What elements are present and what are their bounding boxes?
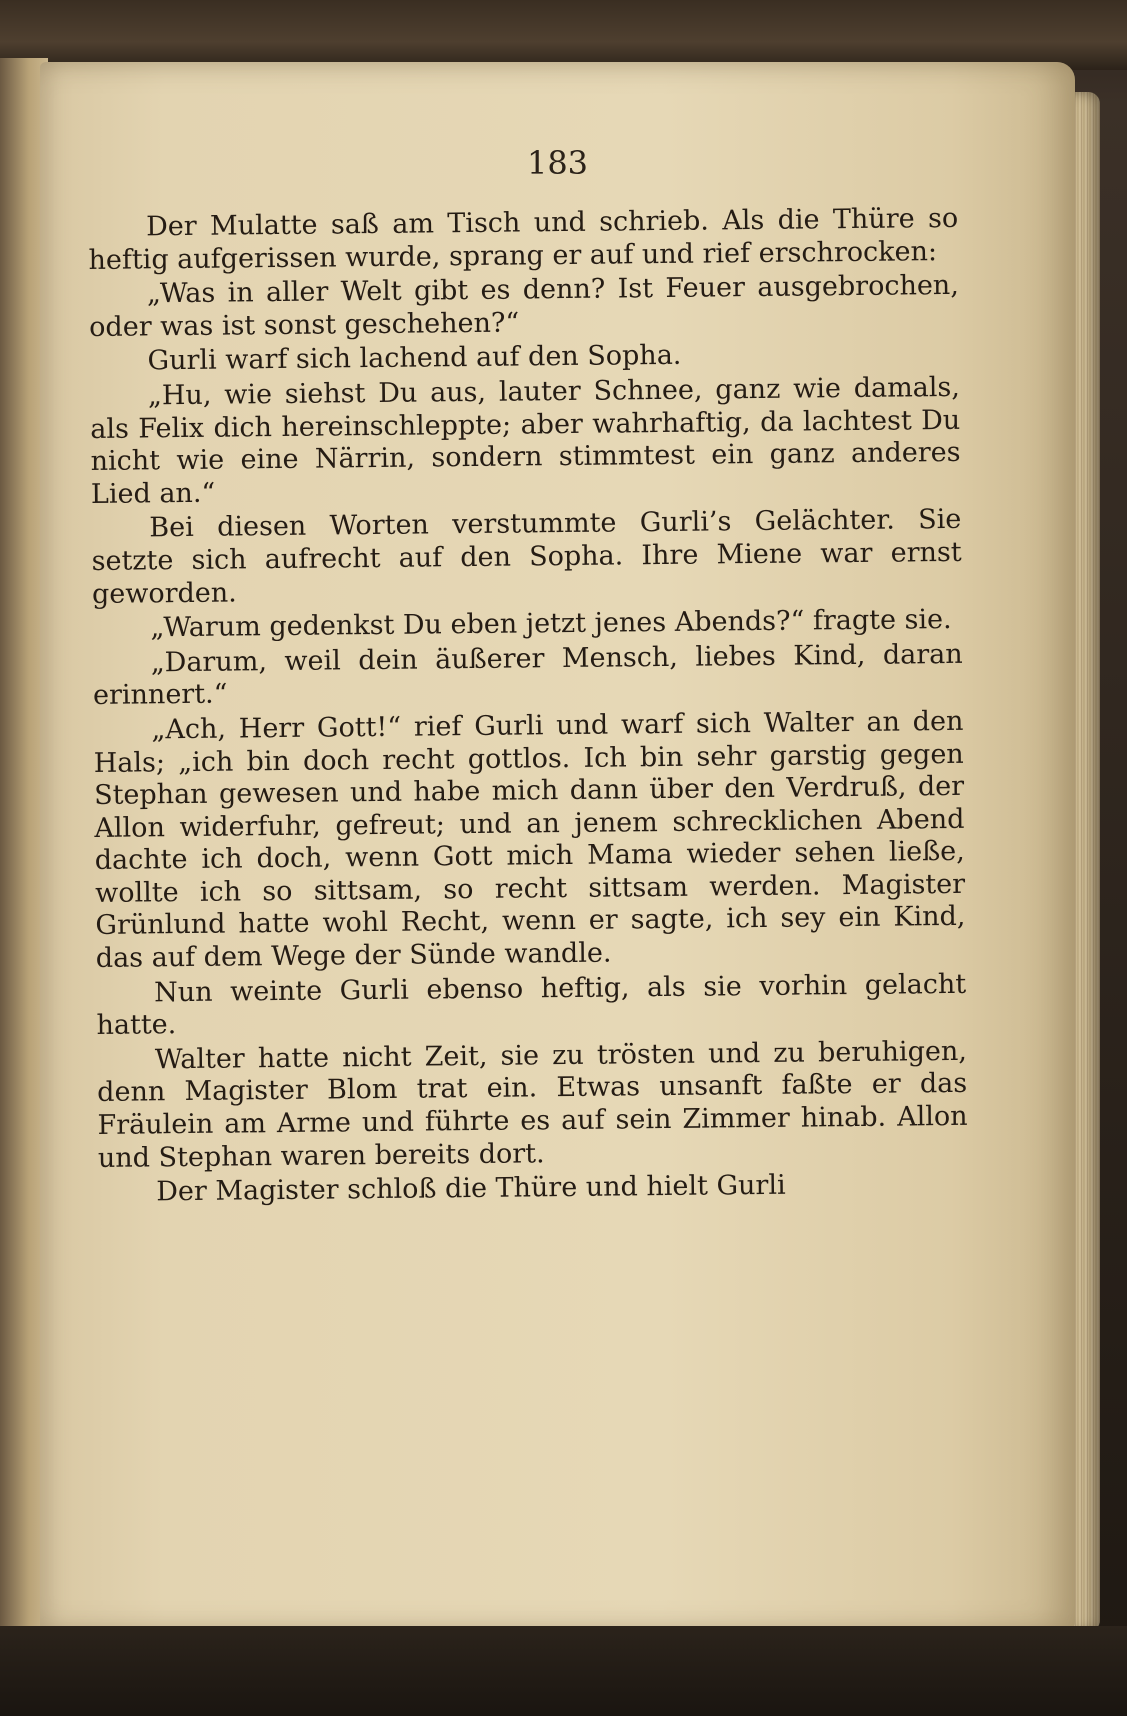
book-cover-bottom: [0, 1626, 1127, 1716]
page-number: 183: [526, 144, 589, 182]
paragraph: Der Mulatte saß am Tisch und schrieb. Als die Thüre so heftig aufgerissen wurde, sprang er auf und rief erschrocken:: [88, 202, 959, 276]
paragraph: „Warum gedenkst Du eben jetzt jenes Abends?“ fragte sie.: [150, 604, 952, 644]
book-page: [40, 62, 1075, 1632]
book-cover-top: [0, 0, 1127, 70]
paragraph: Walter hatte nicht Zeit, sie zu trösten und zu beruhigen, denn Magister Blom trat ein. Etwas unsanft faßte er das Fräulein am Arme und führte es auf sein Zimmer hinab. Allon und Stephan waren bereits dort.: [97, 1035, 968, 1174]
paragraph: „Hu, wie siehst Du aus, lauter Schnee, ganz wie damals, als Felix dich hereinschleppte; aber wahrhaftig, da lachtest Du nicht wie eine Närrin, sondern stimmtest ein ganz anderes Lied an.“: [90, 371, 961, 510]
paragraph: „Was in aller Welt gibt es denn? Ist Feuer ausgebrochen, oder was ist sonst geschehen?“: [89, 270, 959, 343]
paragraph: „Darum, weil dein äußerer Mensch, liebes Kind, daran erinnert.“: [92, 638, 963, 712]
paragraph: Bei diesen Worten verstummte Gurli’s Gelächter. Sie setzte sich aufrecht auf den Sopha. Ihre Miene war ernst geworden.: [91, 504, 962, 610]
paragraph: „Ach, Herr Gott!“ rief Gurli und warf sich Walter an den Hals; „ich bin doch recht gottlos. Ich bin sehr garstig gegen Stephan gewesen und habe mich dann über den Verdruß, der Allon widerfuhr, gefreut; und an jenem schrecklichen Abend dachte ich doch, wenn Gott mich Mama wieder sehen ließe, wollte ich so sittsam, so recht sittsam werden. Magister Grünlund hatte wohl Recht, wenn er sagte, ich sey ein Kind, das auf dem Wege der Sünde wandle.: [93, 705, 966, 975]
page-text: [88, 203, 972, 1552]
paragraph: Gurli warf sich lachend auf den Sopha.: [147, 340, 682, 377]
paragraph: Nun weinte Gurli ebenso heftig, als sie vorhin gelacht hatte.: [96, 968, 967, 1042]
paragraph: Der Magister schloß die Thüre und hielt Gurli: [156, 1169, 786, 1208]
